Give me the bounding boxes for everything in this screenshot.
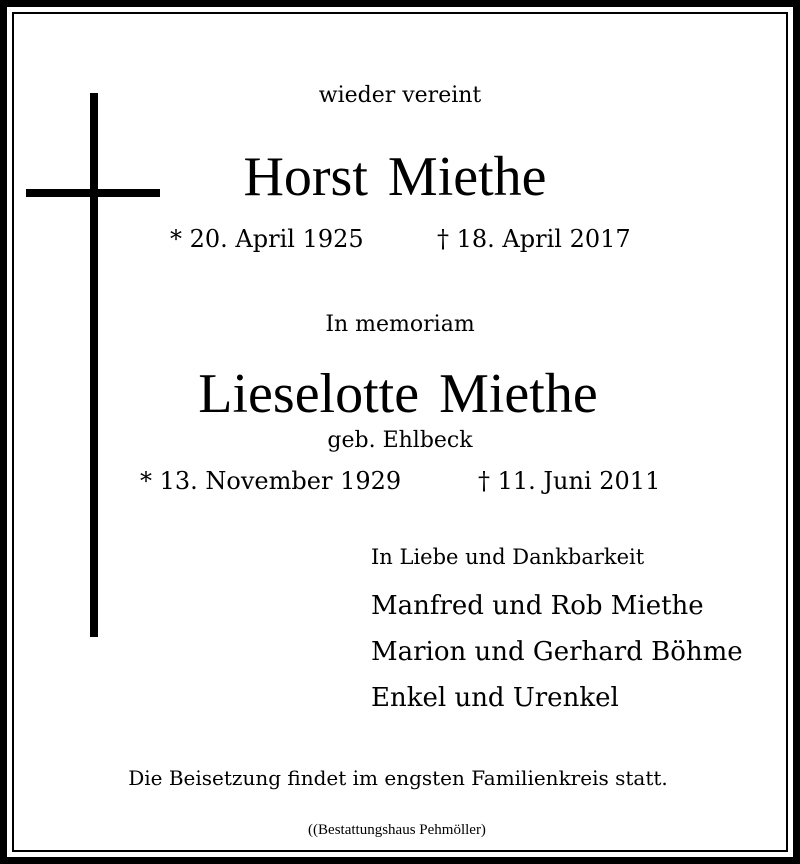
person2-death-date: † 11. Juni 2011	[478, 467, 661, 495]
mourners-intro: In Liebe und Dankbarkeit	[371, 545, 645, 569]
reunited-text: wieder vereint	[318, 83, 482, 108]
person2-maiden-name: geb. Ehlbeck	[327, 428, 473, 453]
person2-birth-date: * 13. November 1929	[140, 467, 402, 495]
person1-birth-date: * 20. April 1925	[170, 225, 364, 253]
funeral-note: Die Beisetzung findet im engsten Familienkreis statt.	[128, 766, 668, 790]
funeral-home-name: ((Bestattungshaus Pehmöller)	[308, 822, 486, 838]
mourner-line-1: Manfred und Rob Miethe	[371, 591, 704, 621]
person1-death-date: † 18. April 2017	[437, 225, 631, 253]
memoriam-text: In memoriam	[325, 312, 475, 337]
person2-name: Lieselotte Miethe	[198, 363, 598, 425]
mourner-line-2: Marion und Gerhard Böhme	[371, 637, 743, 667]
mourner-line-3: Enkel und Urenkel	[371, 683, 619, 713]
person1-name: Horst Miethe	[243, 146, 547, 208]
